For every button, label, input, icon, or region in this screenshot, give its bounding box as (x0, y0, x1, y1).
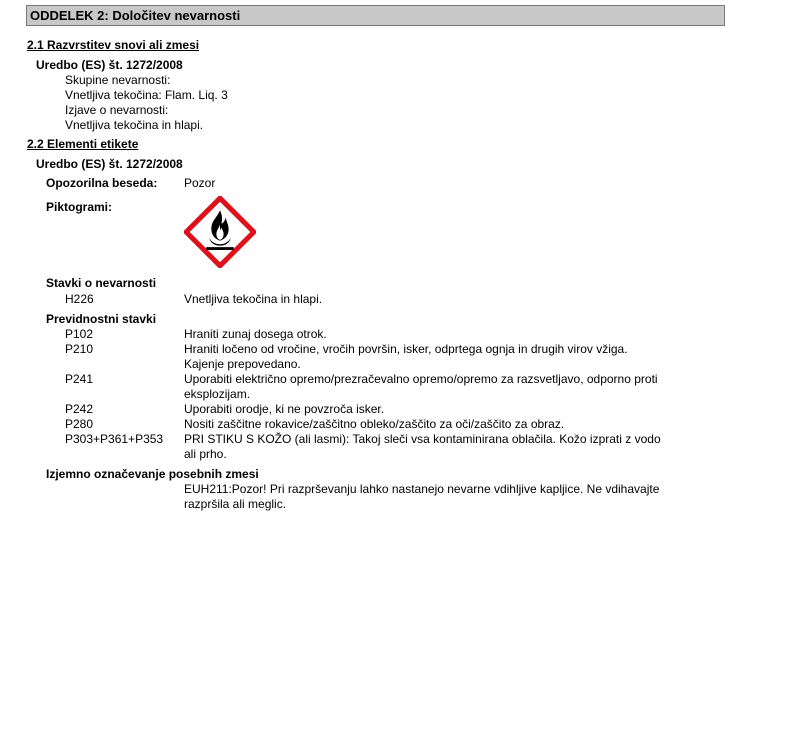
precaution-text: PRI STIKU S KOŽO (ali lasmi): Takoj sleči vsa kontaminirana oblačila. Kožo izprati z vodo (184, 432, 661, 446)
precaution-text: Nositi zaščitne rokavice/zaščitno obleko/zaščito za oči/zaščito za obraz. (184, 417, 565, 431)
subsection-heading-2-2: 2.2 Elementi etikete (27, 137, 139, 151)
classification-line: Vnetljiva tekočina: Flam. Liq. 3 (65, 88, 228, 102)
precaution-text-continued: Kajenje prepovedano. (184, 357, 301, 371)
pictograms-label: Piktogrami: (46, 200, 113, 214)
classification-line: Skupine nevarnosti: (65, 73, 171, 87)
subsection-heading-2-1: 2.1 Razvrstitev snovi ali zmesi (27, 38, 200, 52)
special-labelling-label: Izjemno označevanje posebnih zmesi (46, 467, 259, 481)
regulation-label: Uredbo (ES) št. 1272/2008 (36, 58, 183, 72)
signal-word-label: Opozorilna beseda: (46, 176, 158, 190)
precaution-text: Hraniti zunaj dosega otrok. (184, 327, 327, 341)
special-labelling-text: razpršila ali meglic. (184, 497, 287, 511)
flame-ghs02-icon (184, 196, 256, 268)
hazard-statements-label: Stavki o nevarnosti (46, 276, 157, 290)
precaution-text-continued: ali prho. (184, 447, 227, 461)
precaution-code: P102 (65, 327, 94, 341)
regulation-label: Uredbo (ES) št. 1272/2008 (36, 157, 183, 171)
precaution-code: P280 (65, 417, 94, 431)
precaution-code: P241 (65, 372, 94, 386)
precaution-text: Uporabiti električno opremo/prezračevalno opremo/opremo za razsvetljavo, odporno proti (184, 372, 658, 386)
precaution-code: P303+P361+P353 (65, 432, 164, 446)
precaution-text: Hraniti ločeno od vročine, vročih površin, isker, odprtega ognja in drugih virov vžiga. (184, 342, 628, 356)
precaution-text: Uporabiti orodje, ki ne povzroča isker. (184, 402, 385, 416)
special-labelling-text: EUH211:Pozor! Pri razprševanju lahko nastanejo nevarne vdihljive kapljice. Ne vdihavajte (184, 482, 660, 496)
section-title: ODDELEK 2: Določitev nevarnosti (26, 5, 725, 26)
classification-line: Izjave o nevarnosti: (65, 103, 169, 117)
hazard-text: Vnetljiva tekočina in hlapi. (184, 292, 323, 306)
signal-word-value: Pozor (184, 176, 216, 190)
hazard-code: H226 (65, 292, 94, 306)
precaution-text-continued: eksplozijam. (184, 387, 251, 401)
precautionary-statements-label: Previdnostni stavki (46, 312, 157, 326)
classification-line: Vnetljiva tekočina in hlapi. (65, 118, 204, 132)
precaution-code: P210 (65, 342, 94, 356)
precaution-code: P242 (65, 402, 94, 416)
